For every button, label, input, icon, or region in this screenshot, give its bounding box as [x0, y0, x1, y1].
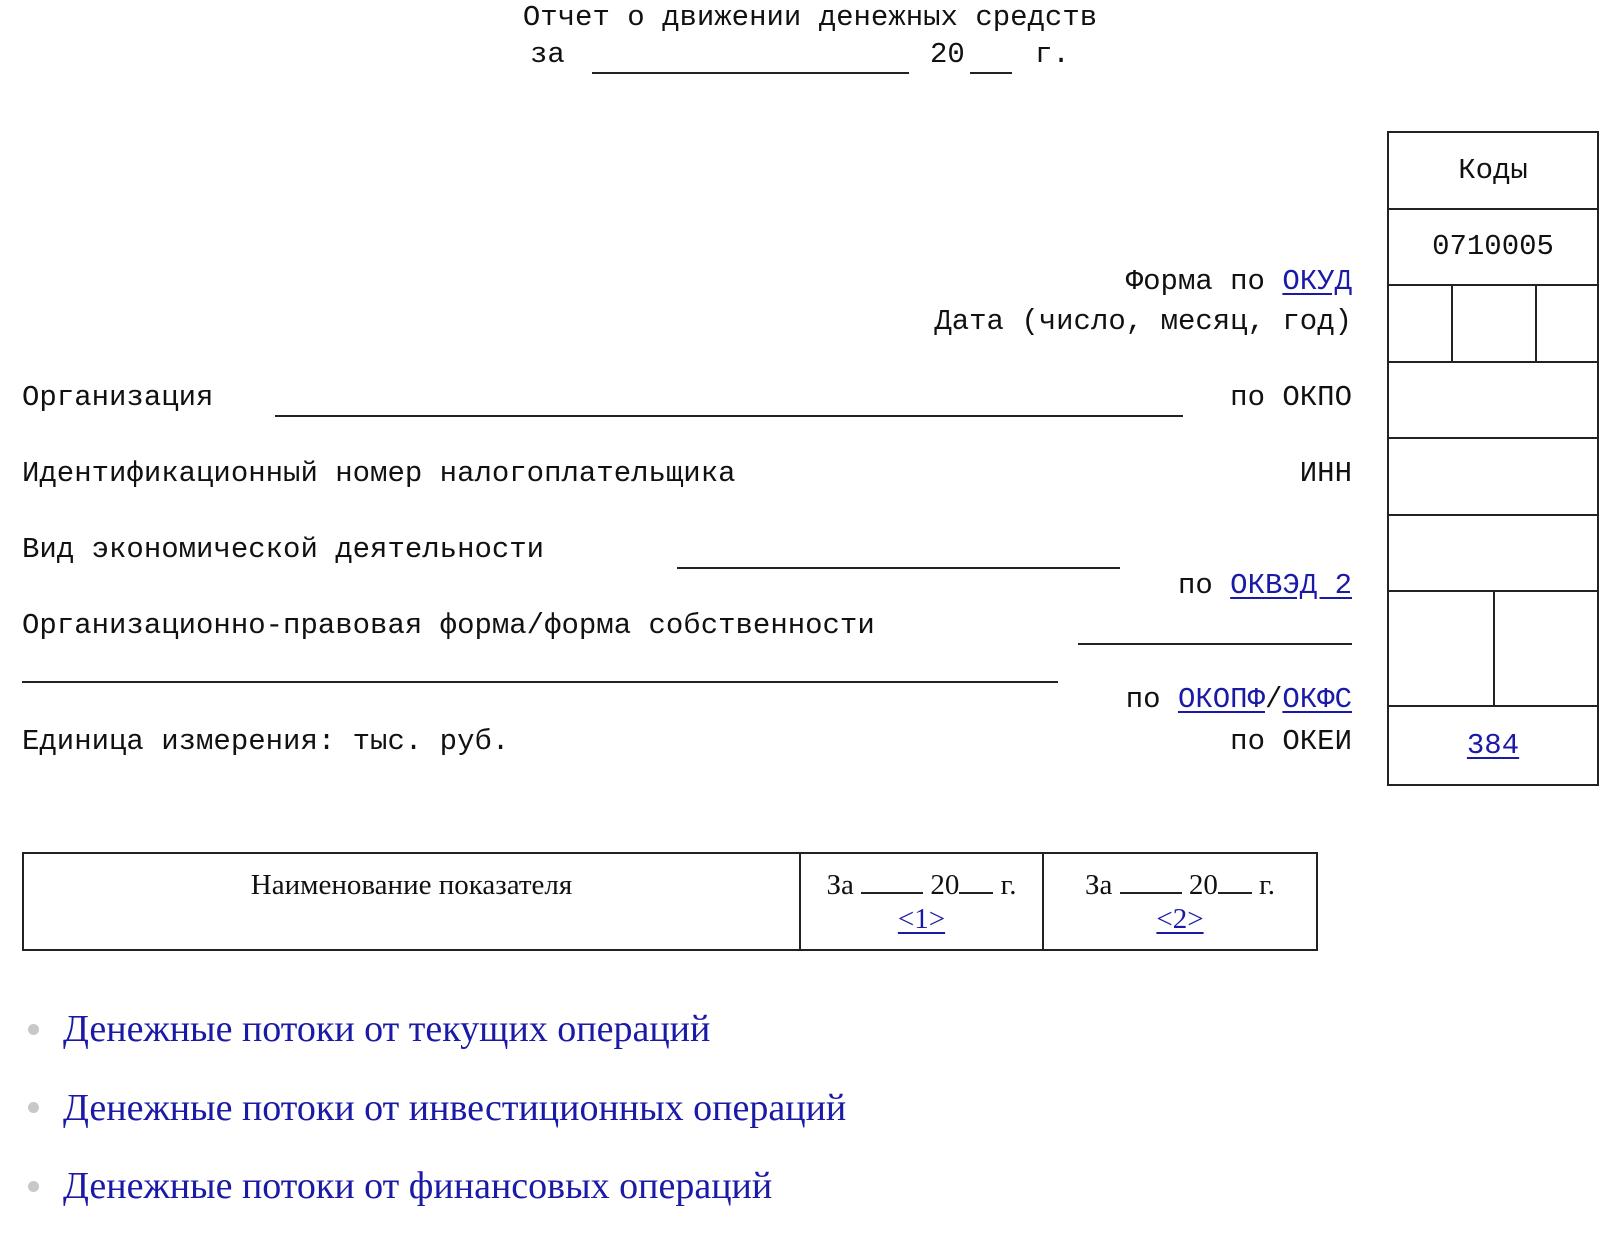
section-operating-cashflows[interactable]: Денежные потоки от текущих операций — [63, 1008, 711, 1051]
okved-row-label — [1143, 532, 1352, 604]
date-day-separator — [1451, 286, 1453, 361]
legal-form-blank-line-2 — [22, 681, 1058, 683]
date-code-cell — [1389, 286, 1597, 363]
codes-header-text: Коды — [1458, 153, 1528, 187]
okopf-okfs-separator — [1493, 592, 1495, 705]
inn-row-label: Идентификационный номер налогоплательщика — [22, 457, 736, 490]
okved-prefix: по — [1177, 569, 1213, 602]
okopf-link[interactable]: ОКОПФ — [1177, 683, 1265, 716]
period1-blank — [861, 870, 923, 894]
okud-code-cell — [1389, 210, 1597, 287]
okei-code-cell — [1389, 707, 1597, 784]
period-blank-line — [592, 72, 909, 74]
indicator-name-header: Наименование показателя — [250, 869, 573, 901]
period2-column — [1044, 854, 1316, 949]
period2-header — [1044, 868, 1316, 902]
okud-link[interactable]: ОКУД — [1282, 265, 1352, 298]
okopf-row-label — [1091, 646, 1352, 718]
activity-label: Вид экономической деятельности — [22, 533, 545, 566]
period-year-suffix: г. — [1035, 38, 1070, 71]
legal-form-blank-line-1 — [1078, 643, 1352, 645]
sections-list — [22, 990, 846, 1226]
period2-year: 20 — [1188, 869, 1218, 901]
period1-header — [801, 868, 1042, 902]
year-blank-line — [970, 72, 1012, 74]
codes-box — [1387, 131, 1599, 786]
okopf-prefix: по — [1125, 683, 1161, 716]
bullet-icon — [28, 1181, 39, 1192]
bullet-icon — [28, 1024, 39, 1035]
okei-code-link[interactable]: 384 — [1466, 728, 1520, 762]
section-investing-cashflows[interactable]: Денежные потоки от инвестиционных операций — [63, 1086, 847, 1129]
okpo-code-cell — [1389, 363, 1597, 440]
okud-prefix: Форма по — [1125, 265, 1265, 298]
period2-suffix: г. — [1259, 869, 1276, 901]
period1-prefix: За — [826, 869, 854, 901]
indicator-name-column — [24, 854, 801, 949]
list-item[interactable] — [22, 990, 846, 1069]
okei-label: по ОКЕИ — [1230, 725, 1352, 758]
period1-year: 20 — [930, 869, 960, 901]
period1-year-blank — [959, 870, 993, 894]
note2-link[interactable]: <2> — [1156, 903, 1204, 935]
okopf-slash: / — [1264, 683, 1283, 716]
section-financing-cashflows[interactable]: Денежные потоки от финансовых операций — [63, 1165, 773, 1208]
date-month-separator — [1535, 286, 1537, 361]
organization-blank-line — [275, 415, 1183, 417]
inn-code-cell — [1389, 439, 1597, 516]
okud-code-value: 0710005 — [1432, 230, 1554, 264]
okopf-okfs-code-cell — [1389, 592, 1597, 707]
period1-suffix: г. — [1000, 869, 1017, 901]
inn-label: ИНН — [1299, 457, 1352, 490]
bullet-icon — [28, 1102, 39, 1113]
report-title: Отчет о движении денежных средств — [522, 1, 1098, 34]
period2-blank — [1120, 870, 1182, 894]
organization-label: Организация — [22, 381, 214, 414]
period1-column — [801, 854, 1044, 949]
okud-row-label — [1091, 228, 1352, 300]
activity-blank-line — [677, 567, 1120, 569]
date-label: Дата (число, месяц, год) — [934, 305, 1352, 338]
period2-year-blank — [1218, 870, 1252, 894]
period-za-label: за — [530, 38, 565, 71]
indicator-table-header — [22, 852, 1318, 951]
period2-prefix: За — [1084, 869, 1113, 901]
list-item[interactable] — [22, 1069, 846, 1148]
okfs-link[interactable]: ОКФС — [1282, 683, 1352, 716]
okved-code-cell — [1389, 516, 1597, 593]
codes-header — [1389, 133, 1597, 210]
unit-label: Единица измерения: тыс. руб. — [22, 725, 510, 758]
period-year-prefix: 20 — [930, 38, 965, 71]
okved-link[interactable]: ОКВЭД 2 — [1230, 569, 1352, 602]
okpo-label: по ОКПО — [1230, 381, 1352, 414]
list-item[interactable] — [22, 1147, 846, 1226]
note1-link[interactable]: <1> — [897, 903, 946, 935]
legal-form-label: Организационно-правовая форма/форма собственности — [22, 609, 875, 642]
